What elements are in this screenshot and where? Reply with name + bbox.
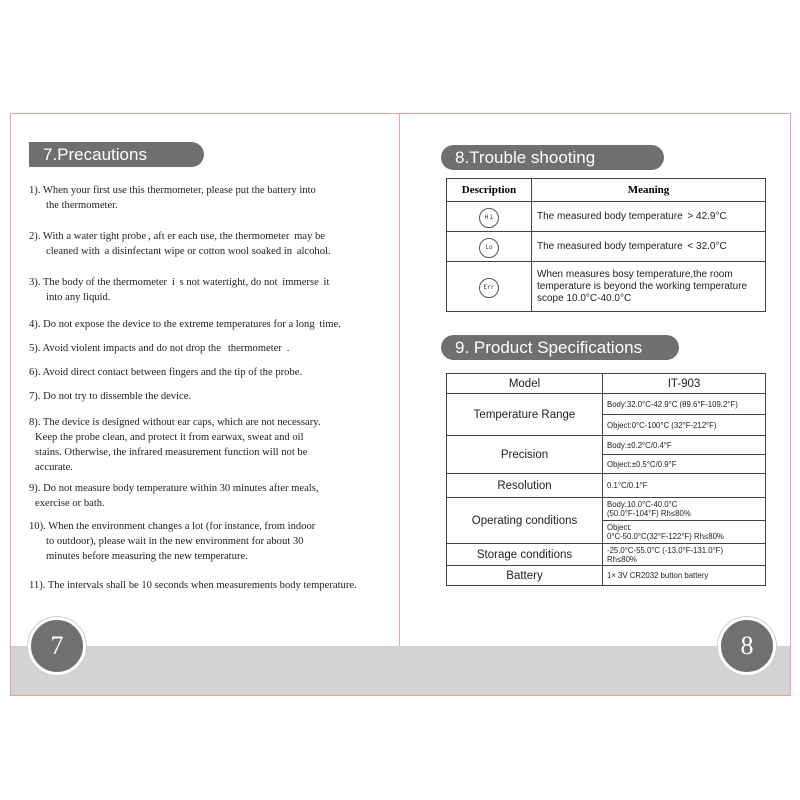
spec-battery-label: Battery [447,566,603,586]
table-row [447,202,766,232]
spec-operating-object-line2: 0°C-50.0°C(32°F-122°F) Rh≤80% [607,532,724,541]
table-row [447,262,766,312]
list-item [29,365,389,380]
list-item [29,519,389,564]
spec-operating-label: Operating conditions [447,498,603,544]
ts-meaning-cell: When measures bosy temperature,the room temperature is beyond the working temperature scope 10.0°C-40.0°C [532,262,766,312]
list-item [29,183,389,213]
precaution-continuation: the thermometer. [46,200,118,211]
spec-precision-label: Precision [447,436,603,474]
table-row [447,374,766,394]
troubleshooting-title: 8.Trouble shooting [441,145,664,170]
precaution-text: 6). Avoid direct contact between fingers and the tip of the probe. [29,367,303,378]
precaution-text: 7). Do not try to dissemble the device. [29,391,192,402]
precaution-continuation: into any liquid. [46,292,111,303]
precaution-continuation: Keep the probe clean, and protect it from earwax, sweat and oil [35,432,304,443]
precaution-continuation: to outdoor), please wait in the new environment for about 30 [46,536,304,547]
list-item [29,341,389,356]
ts-meaning-cell: The measured body temperature > 42.9°C [532,202,766,232]
spec-storage-line1: -25.0°C-55.0°C (-13.0°F-131.0°F) [607,545,724,555]
spec-operating-body-line1: Body:10.0°C-40.0°C [607,500,678,509]
spec-resolution-value: 0.1°C/0.1°F [603,474,766,498]
spec-model-value: IT-903 [603,374,766,394]
page-spine [399,113,400,696]
precautions-title: 7.Precautions [29,142,204,167]
spec-operating-object [603,521,766,544]
list-item [29,229,389,259]
troubleshooting-table [446,178,766,312]
spec-operating-body [603,498,766,521]
precaution-continuation: accurate. [35,462,73,473]
spec-resolution-label: Resolution [447,474,603,498]
precaution-continuation: cleaned with a disinfectant wipe or cotton wool soaked in alcohol. [46,246,331,257]
list-item [29,481,389,511]
table-row [447,474,766,498]
spec-model-label: Model [447,374,603,394]
precaution-text: 1). When your first use this thermometer, please put the battery into [29,185,316,196]
list-item [29,415,389,475]
precaution-continuation: stains. Otherwise, the infrared measurement function will not be [35,447,308,458]
list-item [29,275,389,305]
bottom-band [11,646,790,695]
precaution-text: 10). When the environment changes a lot (for instance, from indoor [29,521,316,532]
list-item [29,317,389,332]
err-display-icon: Err [479,278,499,298]
specifications-table [446,373,766,586]
spec-temperature-range-label: Temperature Range [447,394,603,436]
spec-storage-label: Storage conditions [447,544,603,566]
table-row [447,544,766,566]
list-item [29,578,389,593]
page-number-left: 7 [28,617,86,675]
table-row [447,232,766,262]
precaution-text: 3). The body of the thermometer i s not watertight, do not immerse it [29,277,330,288]
precaution-text: 2). With a water tight probe , aft er each use, the thermometer may be [29,231,326,242]
ts-meaning-cell: The measured body temperature < 32.0°C [532,232,766,262]
page-number-right: 8 [718,617,776,675]
precaution-text: 9). Do not measure body temperature within 30 minutes after meals, [29,483,319,494]
ts-header-meaning: Meaning [532,179,766,202]
spec-storage-value [603,544,766,566]
spec-precision-body: Body:±0.2°C/0.4°F [603,436,766,455]
lo-display-icon: Lo [479,238,499,258]
table-row [447,436,766,455]
precaution-continuation: minutes before measuring the new temperature. [46,551,248,562]
spec-battery-value: 1× 3V CR2032 button battery [603,566,766,586]
precaution-text: 5). Avoid violent impacts and do not drop the thermometer . [29,343,290,354]
table-row [447,394,766,415]
table-row [447,498,766,521]
ts-header-description: Description [447,179,532,202]
spec-storage-line2: Rh≤80% [607,554,637,564]
spec-precision-object: Object:±0.5°C/0.9°F [603,455,766,474]
spec-operating-object-line1: Object: [607,523,632,532]
precaution-continuation: exercise or bath. [35,498,105,509]
precaution-text: 11). The intervals shall be 10 seconds when measurements body temperature. [29,580,357,591]
hi-display-icon: H i [479,208,499,228]
specifications-title: 9. Product Specifications [441,335,679,360]
spec-operating-body-line2: (50.0°F-104°F) Rh≤80% [607,509,691,518]
precaution-text: 8). The device is designed without ear caps, which are not necessary. [29,417,321,428]
spec-temperature-body: Body:32.0°C-42.9°C (89.6°F-109.2°F) [603,394,766,415]
precaution-text: 4). Do not expose the device to the extreme temperatures for a long time. [29,319,341,330]
list-item [29,389,389,404]
spec-temperature-object: Object:0°C-100°C (32°F-212°F) [603,415,766,436]
table-row [447,566,766,586]
